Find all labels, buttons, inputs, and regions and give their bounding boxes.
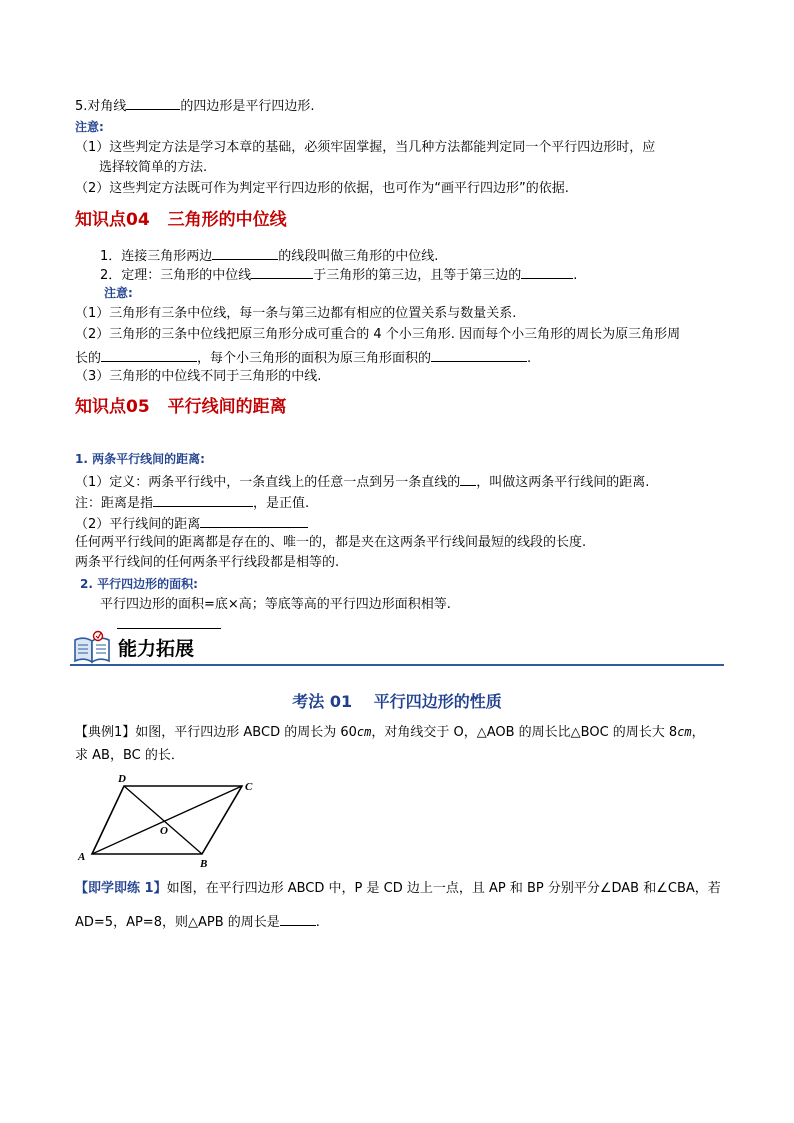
book-icon [72, 630, 112, 666]
practice-1: 【即学即练 1】如图，在平行四边形 ABCD 中，P 是 CD 边上一点，且 AP 和 BP 分别平分∠DAB 和∠CBA，若 [75, 881, 721, 896]
vertex-label-d: D [118, 773, 126, 785]
practice-tag: 【即学即练 1】 [75, 881, 167, 896]
subheading: 1. 两条平行线间的距离: [75, 452, 205, 466]
knowledge-point-04-heading [75, 209, 287, 231]
kp04-item-1: 1．连接三角形两边 的线段叫做三角形的中位线. [100, 245, 438, 266]
diagonal-bd [124, 786, 202, 854]
example-1: 【典例1】如图，平行四边形 ABCD 的周长为 60cm，对角线交于 O，△AOB 的周长比△BOC 的周长大 8cm， [75, 725, 705, 740]
example-tag: 【典例1】 [75, 725, 136, 740]
kp-title: 平行线间的距离 [167, 397, 287, 417]
center-label-o: O [160, 825, 168, 837]
blank [431, 347, 527, 362]
blank [460, 471, 476, 486]
text-line: 平行四边形的面积=底×高；等底等高的平行四边形面积相等. [100, 597, 451, 612]
blank [280, 911, 316, 926]
note-item: （2）这些判定方法既可作为判定平行四边形的依据，也可作为“画平行四边形”的依据. [75, 181, 569, 196]
definition: （1）定义：两条平行线中，一条直线上的任意一点到另一条直线的 ，叫做这两条平行线间的距离. [75, 471, 649, 492]
header-top-rule [117, 628, 221, 629]
vertex-label-b: B [200, 858, 208, 870]
blank [101, 347, 197, 362]
criterion-5-pre: 5.对角线 [75, 99, 127, 114]
kp-title: 三角形的中位线 [167, 210, 287, 230]
section-title: 能力拓展 [118, 638, 195, 660]
section-header [70, 624, 724, 668]
note-item: （1）三角形有三条中位线，每一条与第三边都有相应的位置关系与数量关系. [75, 306, 517, 321]
note-item: （1）这些判定方法是学习本章的基础，必须牢固掌握，当几种方法都能判定同一个平行四边形时，应 [75, 140, 656, 155]
subheading: 2. 平行四边形的面积: [80, 577, 198, 591]
kp-number: 知识点04 [75, 210, 150, 230]
blank [521, 264, 573, 279]
note-item: （2）三角形的三条中位线把原三角形分成可重合的 4 个小三角形. 因而每个小三角形的周长为原三角形周 [75, 327, 681, 342]
distance-line: （2）平行线间的距离 [75, 513, 308, 534]
kp04-item-2: 2．定理：三角形的中位线 于三角形的第三边，且等于第三边的 . [100, 264, 577, 285]
vertex-label-c: C [245, 781, 253, 793]
blank [200, 513, 308, 528]
criterion-5-post: 的四边形是平行四边形. [180, 99, 315, 114]
method-title: 考法 01 平行四边形的性质 [292, 692, 502, 711]
note-label: 注意: [104, 286, 133, 300]
parallelogram-figure [70, 770, 270, 870]
text-line: 两条平行线间的任何两条平行线段都是相等的. [75, 555, 340, 570]
knowledge-point-05-heading [75, 396, 287, 418]
example-1-line-2: 求 AB，BC 的长． [75, 748, 184, 763]
note-item: 选择较简单的方法. [99, 160, 208, 175]
practice-1-line-2: AD=5，AP=8，则△APB 的周长是 . [75, 911, 320, 932]
kp-number: 知识点05 [75, 397, 150, 417]
note-item: 长的 ，每个小三角形的面积为原三角形面积的 . [75, 347, 531, 368]
diagonal-ac [92, 786, 242, 854]
criterion-5 [75, 95, 315, 116]
note-line: 注：距离是指 ，是正值. [75, 492, 309, 513]
note-item: （3）三角形的中位线不同于三角形的中线. [75, 369, 322, 384]
note-label: 注意: [75, 120, 104, 134]
blank [126, 95, 180, 110]
blank [153, 492, 253, 507]
section-rule [70, 664, 724, 666]
text-line: 任何两平行线间的距离都是存在的、唯一的，都是夹在这两条平行线间最短的线段的长度. [75, 535, 587, 550]
blank [251, 264, 313, 279]
blank [212, 245, 278, 260]
vertex-label-a: A [78, 851, 86, 863]
